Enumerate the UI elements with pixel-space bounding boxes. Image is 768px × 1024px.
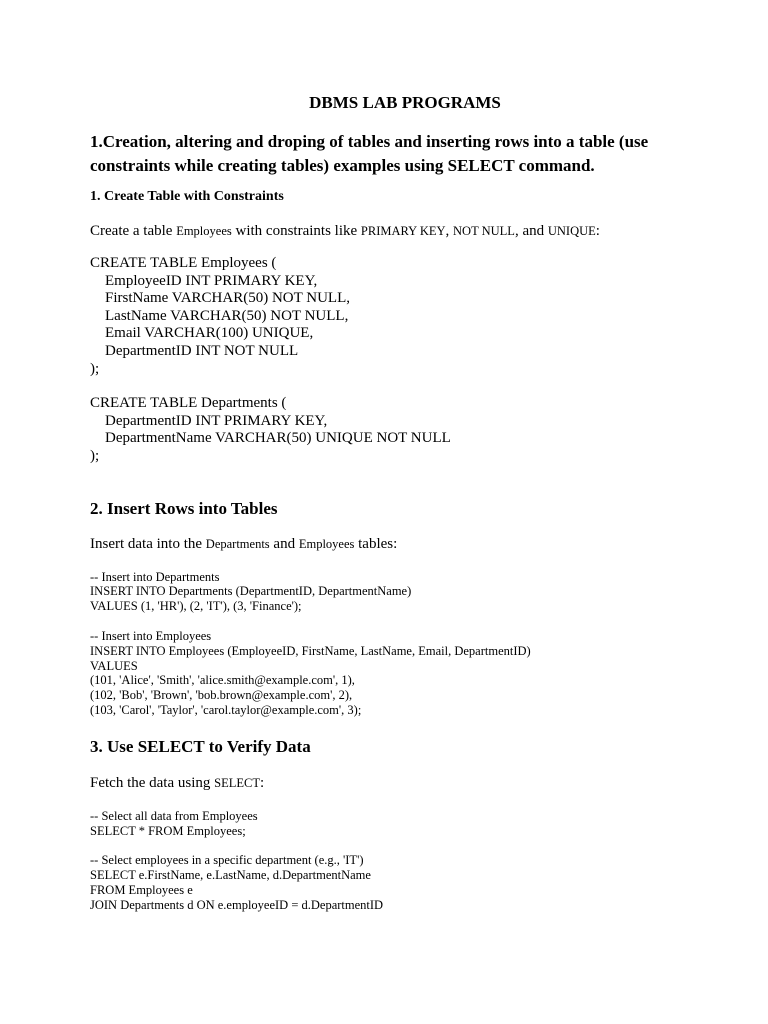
document-title: DBMS LAB PROGRAMS: [309, 93, 501, 112]
section2-intro-text-3: tables:: [354, 535, 398, 552]
section1-intro-text-4: , and: [514, 223, 548, 239]
document-page: [90, 92, 720, 912]
section2-heading: 2. Insert Rows into Tables: [90, 498, 278, 518]
section2-intro-code-2: Employees: [298, 536, 355, 551]
section3-intro: [90, 773, 720, 793]
section1-intro: [90, 221, 720, 241]
section1-intro-text-5: :: [595, 223, 600, 239]
section2-intro-text-2: and: [269, 535, 299, 552]
section2-intro: [90, 534, 720, 554]
create-employees-code: CREATE TABLE Employees ( EmployeeID INT PRIMARY KEY, FirstName VARCHAR(50) NOT NULL, LastName VARCHAR(50) NOT NULL, Email VARCHAR(100) UNIQUE, DepartmentID INT NOT NULL );: [90, 255, 351, 377]
section1-intro-code-4: UNIQUE: [547, 224, 596, 238]
section3-intro-text-1: Fetch the data using: [90, 774, 215, 791]
section3-heading: 3. Use SELECT to Verify Data: [90, 736, 311, 756]
section2-intro-code-1: Departments: [205, 536, 270, 551]
section1-intro-code-1: Employees: [176, 224, 232, 238]
insert-departments-code: -- Insert into Departments INSERT INTO Departments (DepartmentID, DepartmentName) VALUES (1, 'HR'), (2, 'IT'), (3, 'Finance');: [90, 569, 412, 614]
main-heading: 1.Creation, altering and droping of tables and inserting rows into a table (use constraints while creating tables) examples using SELECT command.: [90, 132, 649, 175]
create-departments-code: CREATE TABLE Departments ( DepartmentID INT PRIMARY KEY, DepartmentName VARCHAR(50) UNIQUE NOT NULL );: [90, 395, 451, 464]
section1-intro-text-2: with constraints like: [231, 223, 361, 239]
section1-intro-text-3: ,: [445, 223, 454, 239]
select-all-code: -- Select all data from Employees SELECT * FROM Employees;: [90, 808, 258, 838]
insert-employees-code: -- Insert into Employees INSERT INTO Employees (EmployeeID, FirstName, LastName, Email, DepartmentID) VALUES (101, 'Alice', 'Smith', 'alice.smith@example.com', 1), (102, 'Bob', 'Brown', 'bob.brown@example.com', 2), (103, 'Carol', 'Taylor', 'carol.taylor@example.com', 3);: [90, 628, 531, 717]
section2-intro-text-1: Insert data into the: [90, 535, 206, 552]
section3-intro-text-2: :: [259, 774, 265, 791]
section1-heading: 1. Create Table with Constraints: [90, 189, 284, 204]
select-join-code: -- Select employees in a specific department (e.g., 'IT') SELECT e.FirstName, e.LastName, d.DepartmentName FROM Employees e JOIN Departments d ON e.employeeID = d.DepartmentID: [90, 853, 384, 912]
section1-intro-text-1: Create a table: [90, 223, 177, 239]
section1-intro-code-2: PRIMARY KEY: [360, 224, 446, 238]
section1-intro-code-3: NOT NULL: [453, 224, 515, 238]
section3-intro-code-1: SELECT: [214, 775, 260, 790]
